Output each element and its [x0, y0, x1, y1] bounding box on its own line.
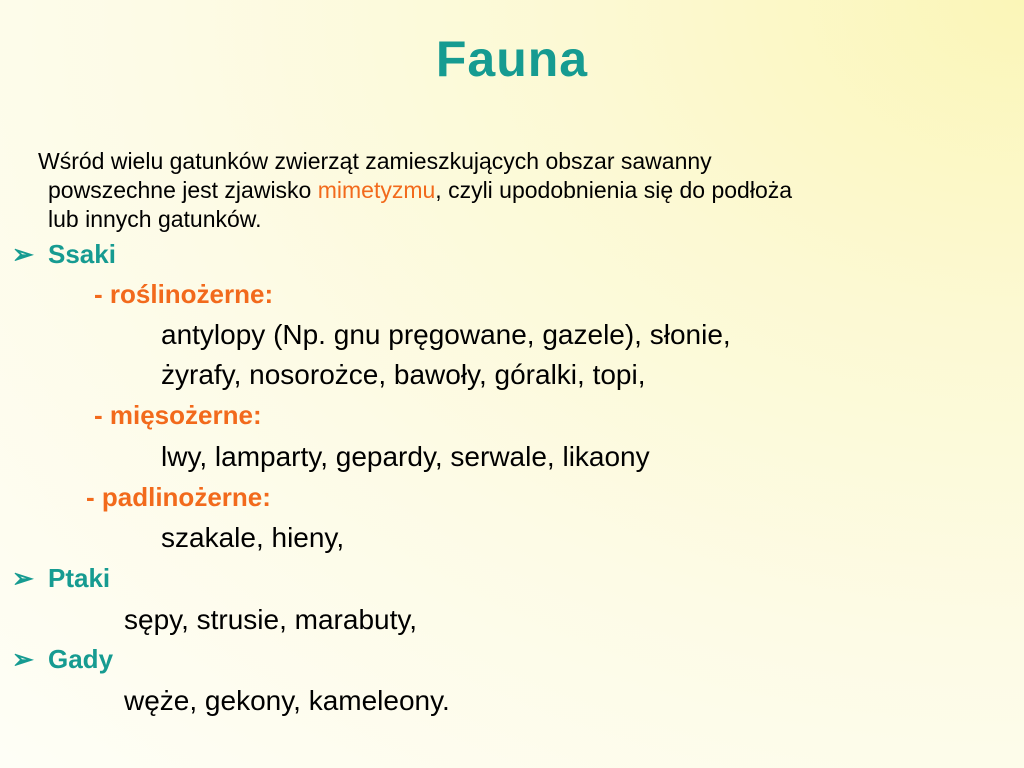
list-item: węże, gekony, kameleony.: [124, 685, 450, 716]
arrow-bullet-icon: ➢: [12, 644, 34, 674]
group-label-roslinozerne: - roślinożerne:: [94, 279, 274, 309]
arrow-bullet-icon: ➢: [12, 563, 34, 593]
slide-title: Fauna: [435, 31, 589, 87]
intro-line-2: [48, 176, 988, 205]
intro-line-3: lub innych gatunków.: [48, 206, 262, 232]
section-heading-ssaki: [12, 241, 116, 267]
section-heading-label: Ptaki: [48, 563, 111, 593]
section-heading-label: Gady: [48, 644, 114, 674]
intro-paragraph: [38, 147, 988, 234]
intro-line-2-rest: , czyli upodobnienia się do podłoża: [435, 177, 793, 203]
group-label-miesozerne: - mięsożerne:: [94, 400, 262, 430]
list-item: antylopy (Np. gnu pręgowane, gazele), słonie,: [161, 319, 731, 350]
list-item: sępy, strusie, marabuty,: [124, 604, 418, 635]
mimetyzm-term: mimetyzmu: [317, 177, 436, 203]
arrow-bullet-icon: ➢: [12, 239, 34, 269]
list-item: żyrafy, nosorożce, bawoły, góralki, topi,: [161, 359, 646, 390]
intro-line-1: Wśród wielu gatunków zwierząt zamieszkujących obszar sawanny: [38, 148, 712, 174]
section-heading-gady: [12, 646, 113, 672]
intro-line-2-text: powszechne jest zjawisko: [48, 177, 318, 203]
group-label-padlinozerne: - padlinożerne:: [86, 482, 271, 512]
section-heading-label: Ssaki: [48, 239, 116, 269]
list-item: szakale, hieny,: [161, 522, 345, 553]
section-heading-ptaki: [12, 565, 110, 591]
list-item: lwy, lamparty, gepardy, serwale, likaony: [161, 441, 650, 472]
